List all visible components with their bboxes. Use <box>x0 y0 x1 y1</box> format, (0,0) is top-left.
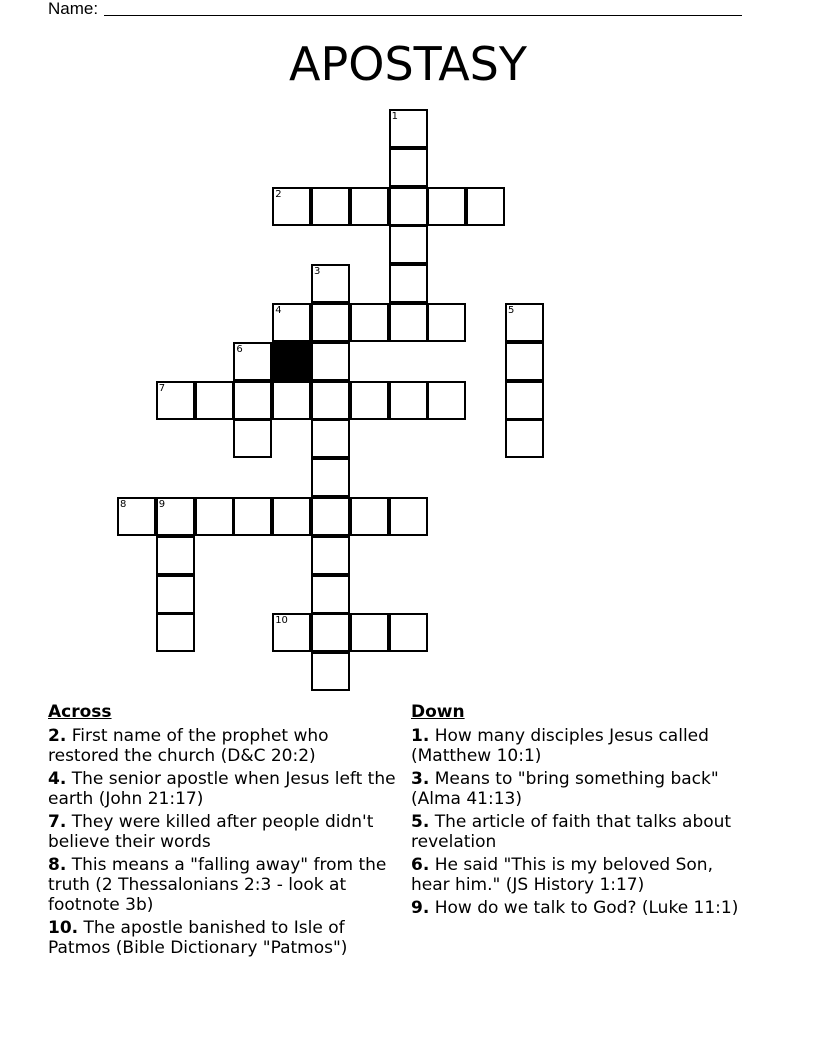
grid-cell[interactable] <box>233 381 272 420</box>
grid-cell[interactable] <box>195 497 234 536</box>
grid-cell[interactable] <box>272 303 311 342</box>
grid-cell[interactable] <box>311 575 350 614</box>
clue-number: 5. <box>411 812 430 832</box>
grid-cell[interactable] <box>233 342 272 381</box>
clue-number-label: 4 <box>275 305 282 316</box>
clue-across-2 <box>48 726 400 766</box>
black-square <box>272 342 311 381</box>
clue-number: 4. <box>48 769 67 789</box>
clue-down-6 <box>411 855 751 895</box>
clue-number: 2. <box>48 726 67 746</box>
grid-cell[interactable] <box>272 187 311 226</box>
name-label: Name: <box>48 0 99 18</box>
clue-number-label: 9 <box>158 499 166 510</box>
grid-cell[interactable] <box>311 381 350 420</box>
grid-cell[interactable] <box>505 342 544 381</box>
grid-cell[interactable] <box>272 381 311 420</box>
grid-cell[interactable] <box>117 497 156 536</box>
clue-text: How do we talk to God? (Luke 11:1) <box>434 898 739 918</box>
clue-number-label: 5 <box>508 305 515 316</box>
grid-cell[interactable] <box>427 187 466 226</box>
across-heading: Across <box>48 702 112 722</box>
clue-number-label: 10 <box>275 615 288 627</box>
grid-cell[interactable] <box>505 303 544 342</box>
clue-number-label: 3 <box>314 266 321 278</box>
clue-number-label: 8 <box>120 499 127 510</box>
grid-cell[interactable] <box>350 613 389 652</box>
grid-cell[interactable] <box>389 303 428 342</box>
clue-down-9 <box>411 898 751 918</box>
clue-text: Means to "bring something back" (Alma 41:13) <box>411 769 719 809</box>
grid-cell[interactable] <box>311 264 350 303</box>
clue-down-1 <box>411 726 751 766</box>
clue-number-label: 1 <box>391 111 398 122</box>
grid-cell[interactable] <box>311 536 350 575</box>
grid-cell[interactable] <box>311 613 350 652</box>
grid-cell[interactable] <box>156 497 195 536</box>
grid-cell[interactable] <box>350 187 389 226</box>
clue-text: First name of the prophet who restored the church (D&C 20:2) <box>48 726 329 766</box>
grid-cell[interactable] <box>350 303 389 342</box>
grid-cell[interactable] <box>389 613 428 652</box>
grid-cell[interactable] <box>272 613 311 652</box>
grid-cell[interactable] <box>311 303 350 342</box>
grid-cell[interactable] <box>156 536 195 575</box>
clue-number-label: 6 <box>236 343 243 355</box>
grid-cell[interactable] <box>505 419 544 458</box>
clue-text: This means a "falling away" from the truth (2 Thessalonians 2:3 - look at footnote 3b) <box>48 855 387 915</box>
puzzle-title: APOSTASY <box>289 37 527 91</box>
grid-cell[interactable] <box>156 575 195 614</box>
grid-cell[interactable] <box>311 187 350 226</box>
grid-cell[interactable] <box>350 381 389 420</box>
grid-cell[interactable] <box>389 264 428 303</box>
grid-cell[interactable] <box>389 225 428 264</box>
grid-cell[interactable] <box>389 148 428 187</box>
clue-text: He said "This is my beloved Son, hear him." (JS History 1:17) <box>411 855 713 895</box>
clue-down-3 <box>411 769 751 809</box>
clue-text: They were killed after people didn't believe their words <box>48 812 374 852</box>
clue-text: How many disciples Jesus called (Matthew 10:1) <box>411 726 709 766</box>
grid-cell[interactable] <box>427 303 466 342</box>
clue-across-10 <box>48 918 400 958</box>
clue-text: The senior apostle when Jesus left the earth (John 21:17) <box>48 769 396 809</box>
clue-number: 9. <box>411 898 430 918</box>
grid-cell[interactable] <box>389 187 428 226</box>
grid-cell[interactable] <box>272 497 311 536</box>
grid-cell[interactable] <box>195 381 234 420</box>
grid-cell[interactable] <box>311 342 350 381</box>
clue-across-7 <box>48 812 400 852</box>
clue-number: 3. <box>411 769 430 789</box>
clue-number-label: 2 <box>275 188 282 200</box>
across-clues <box>48 702 400 961</box>
down-clues <box>411 702 751 921</box>
grid-cell[interactable] <box>156 381 195 420</box>
grid-cell[interactable] <box>233 419 272 458</box>
grid-cell[interactable] <box>311 652 350 691</box>
grid-cell[interactable] <box>389 497 428 536</box>
grid-cell[interactable] <box>311 419 350 458</box>
down-heading: Down <box>411 702 465 722</box>
grid-cell[interactable] <box>233 497 272 536</box>
clue-number: 7. <box>48 812 67 832</box>
clue-across-8 <box>48 855 400 915</box>
clue-text: The apostle banished to Isle of Patmos (Bible Dictionary "Patmos") <box>48 918 348 958</box>
clue-down-5 <box>411 812 751 852</box>
grid-cell[interactable] <box>311 458 350 497</box>
grid-cell[interactable] <box>311 497 350 536</box>
grid-cell[interactable] <box>389 381 428 420</box>
grid-cell[interactable] <box>427 381 466 420</box>
grid-cell[interactable] <box>156 613 195 652</box>
clue-number: 8. <box>48 855 67 875</box>
clue-number: 1. <box>411 726 430 746</box>
grid-cell[interactable] <box>505 381 544 420</box>
clue-number-label: 7 <box>158 382 166 394</box>
clue-number: 6. <box>411 855 430 875</box>
grid-cell[interactable] <box>389 109 428 148</box>
grid-cell[interactable] <box>466 187 505 226</box>
clue-text: The article of faith that talks about revelation <box>411 812 732 852</box>
clue-number: 10. <box>48 918 79 938</box>
grid-cell[interactable] <box>350 497 389 536</box>
clue-across-4 <box>48 769 400 809</box>
